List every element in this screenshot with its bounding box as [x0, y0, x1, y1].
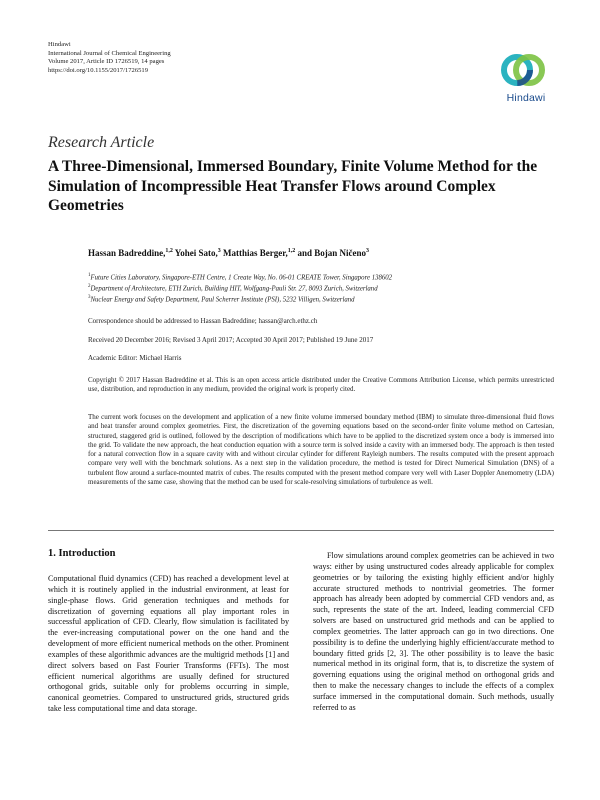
- volume-line: Volume 2017, Article ID 1726519, 14 pages: [48, 58, 165, 66]
- body-paragraph: Computational fluid dynamics (CFD) has reached a development level at which it is routinely applied in the industrial environment, at least for single-phase flows. Grid generation techniques and methods for discretization of governing equations all play important roles in successful application of CFD. Clearly, flow simulation is facilitated by the ever-increasing computational power on the one hand and the development of more efficient numerical methods on the other. Prominent examples of these algorithmic advances are the multigrid methods [1] and direct solvers based on Fast Fourier Transforms (FFTs). The most efficient numerical algorithms are usually defined for structured orthogonal grids, suitable only for problems occurring in simple, canonical geometries. Compared to unstructured grids, structured grids take less computational time and data storage.: [48, 574, 289, 714]
- author-name: Hassan Badreddine,: [88, 248, 166, 258]
- publication-dates: Received 20 December 2016; Revised 3 April 2017; Accepted 30 April 2017; Published 19 June 2017: [88, 336, 374, 344]
- article-type: Research Article: [48, 134, 155, 151]
- journal-name: International Journal of Chemical Engineering: [48, 49, 171, 57]
- section-heading: 1. Introduction: [48, 548, 116, 559]
- author-name: Matthias Berger,: [223, 248, 288, 258]
- author-list: [88, 248, 369, 258]
- body-paragraph: Flow simulations around complex geometries can be achieved in two ways: either by using unstructured codes already applicable for complex geometries or by tailoring the existing highly efficient and/or highly accurate structured methods to nontrivial geometries. The former approach has already been adopted by commercial CFD vendors and, as such, represents the state of the art. Indeed, leading commercial CFD solvers are based on unstructured grid methods and can be applied to complex geometries. The latter approach can go in two directions. One possibility is to define the underlying highly efficient/accurate method to boundary fitted grids [2, 3]. The other possibility is to leave the basic numerical method in its original form, that is, to discretize the system of governing equations using the original method on orthogonal grids and then to make the necessary changes to include the effects of a complex surface immersed in the computational domain. Such methods, usually referred to as: [313, 551, 554, 712]
- affiliation-sup: 1: [88, 273, 91, 278]
- academic-editor: Academic Editor: Michael Harris: [88, 354, 182, 362]
- author-name: Yohei Sato,: [174, 248, 218, 258]
- affiliation-text: Future Cities Laboratory, Singapore-ETH Centre, 1 Create Way, No. 06-01 CREATE Tower, Singapore 138602: [90, 274, 393, 282]
- author-sup: 1,2: [287, 248, 296, 254]
- logo-wordmark: Hindawi: [506, 92, 546, 104]
- author-sup: 3: [217, 248, 221, 254]
- article-title: A Three-Dimensional, Immersed Boundary, Finite Volume Method for the Simulation of Incompressible Heat Transfer Flows around Complex Geometries: [48, 158, 538, 214]
- affiliation-sup: 2: [88, 284, 91, 289]
- affiliation: [88, 295, 355, 303]
- body-column-right: [313, 551, 554, 714]
- author-name: and Bojan Ničeno: [297, 248, 366, 258]
- body-column-left: [48, 574, 289, 715]
- affiliation-text: Nuclear Energy and Safety Department, Paul Scherrer Institute (PSI), 5232 Villigen, Switzerland: [90, 296, 355, 304]
- affiliation: [88, 284, 378, 292]
- affiliation-sup: 3: [88, 295, 91, 300]
- publisher-name: Hindawi: [48, 41, 71, 48]
- copyright-notice: Copyright © 2017 Hassan Badreddine et al. This is an open access article distributed under the Creative Commons Attribution License, which permits unrestricted use, distribution, and reproduction in any medium, provided the original work is properly cited.: [88, 376, 554, 394]
- affiliation: [88, 273, 392, 281]
- doi-link[interactable]: https://doi.org/10.1155/2017/1726519: [48, 66, 149, 74]
- author-sup: 3: [365, 248, 369, 254]
- section-divider: [48, 530, 554, 531]
- journal-header: [48, 41, 171, 75]
- correspondence: Correspondence should be addressed to Hassan Badreddine; hassan@arch.ethz.ch: [88, 317, 318, 325]
- author-sup: 1,2: [165, 248, 173, 254]
- affiliation-text: Department of Architecture, ETH Zurich, Building HIT, Wolfgang-Pauli Str. 27, 8093 Zurich, Switzerland: [90, 285, 378, 293]
- abstract: The current work focuses on the development and application of a new finite volume immersed boundary method (IBM) to simulate three-dimensional fluid flows and heat transfer around complex geometries. First, the discretization of the governing equations based on the second-order finite volume method on Cartesian, structured, staggered grid is outlined, followed by the description of modifications which have to be applied to the discretized system once a body is immersed into the grid. To validate the new approach, the heat conduction equation with a source term is solved inside a cavity with an immersed body. The approach is then tested for a natural convection flow in a square cavity with and without circular cylinder for different Rayleigh numbers. The results computed with the present approach compare very well with the benchmark solutions. As a next step in the validation procedure, the method is tested for Direct Numerical Simulation (DNS) of a turbulent flow around a surface-mounted matrix of cubes. The results computed with the present method compare very well with Laser Doppler Anemometry (LDA) measurements of the same case, showing that the method can be used for scale-resolving simulations of turbulence as well.: [88, 413, 554, 487]
